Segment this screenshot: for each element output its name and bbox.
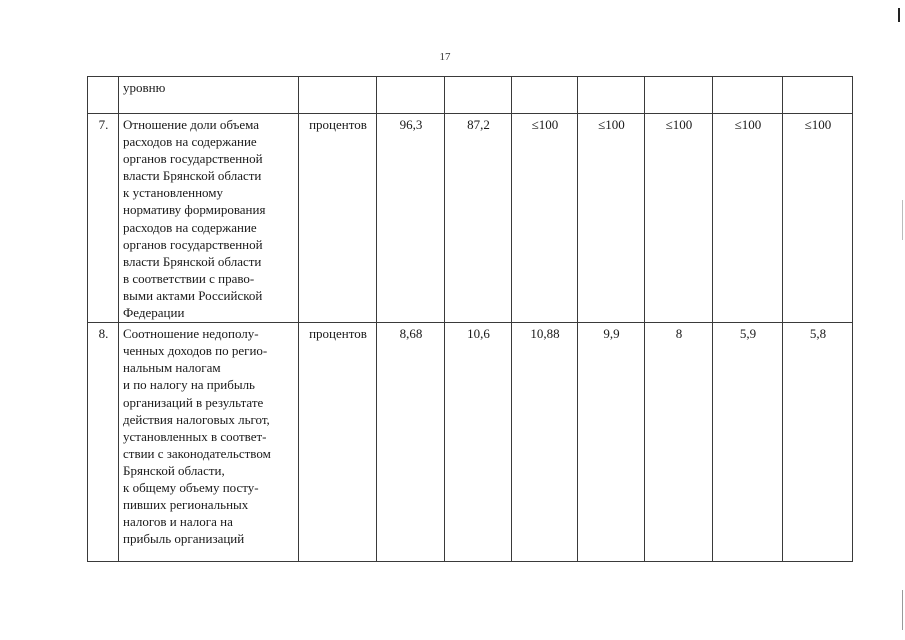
indicator-text-line: власти Брянской области [123,168,262,184]
indicator-text-line: нормативу формирования [123,202,266,218]
value-cell: 10,6 [445,323,512,562]
unit-cell [299,77,377,114]
indicator-text-line: налогов и налога на [123,514,233,530]
indicator-text-line: Отношение доли объема [123,117,260,132]
indicator-text-line: к установленному [123,185,224,201]
indicator-text-line: расходов на содержание [123,134,257,150]
value-cell: 8 [645,323,713,562]
row-number-cell: 8. [88,323,119,562]
indicator-text-line: выми актами Российской [123,287,263,303]
unit-cell: процентов [299,323,377,562]
value-cell: ≤100 [645,114,713,323]
indicator-text-line: прибыль организаций [123,531,245,547]
indicator-text-line: действия налоговых льгот, [123,411,270,427]
value-cell: 8,68 [377,323,445,562]
indicator-name-cell [119,323,299,562]
indicator-name-cell [119,114,299,323]
indicator-text-line: и по налогу на прибыль [123,377,255,393]
indicator-text-line: органов государственной [123,236,263,252]
table-row [88,77,853,114]
value-cell [645,77,713,114]
table-body [88,77,853,562]
scan-mark [898,8,900,22]
indicators-table [87,76,853,562]
row-number-cell [88,77,119,114]
value-cell: 96,3 [377,114,445,323]
value-cell: ≤100 [713,114,783,323]
indicator-text-line: пивших региональных [123,497,249,513]
value-cell: ≤100 [783,114,853,323]
indicator-name-cell [119,77,299,114]
value-cell: 87,2 [445,114,512,323]
unit-cell: процентов [299,114,377,323]
indicator-text-line: Брянской области, [123,462,225,478]
indicator-text-line: ствии с законодательством [123,445,271,461]
value-cell [445,77,512,114]
value-cell: ≤100 [512,114,578,323]
scan-mark [902,200,903,240]
indicator-text-line: в соответствии с право- [123,270,255,286]
value-cell [512,77,578,114]
indicator-text-line: уровню [123,80,166,95]
indicator-text-line: расходов на содержание [123,219,257,235]
value-cell [713,77,783,114]
value-cell: ≤100 [578,114,645,323]
value-cell [783,77,853,114]
scan-mark [902,590,903,630]
indicator-text-line: организаций в результате [123,394,264,410]
value-cell [578,77,645,114]
indicator-text-line: к общему объему посту- [123,479,259,495]
value-cell: 5,8 [783,323,853,562]
indicator-text-line: установленных в соответ- [123,428,267,444]
indicator-text-line: органов государственной [123,151,263,167]
indicator-text-line: ченных доходов по регио- [123,343,268,359]
indicator-text-line: нальным налогам [123,360,221,376]
value-cell [377,77,445,114]
indicator-text-line: власти Брянской области [123,253,262,269]
value-cell: 10,88 [512,323,578,562]
table-row [88,323,853,562]
row-number-cell: 7. [88,114,119,323]
value-cell: 5,9 [713,323,783,562]
table-row [88,114,853,323]
indicator-text-line: Соотношение недополу- [123,326,259,342]
indicator-text-line: Федерации [123,305,185,321]
value-cell: 9,9 [578,323,645,562]
page-number: 17 [439,51,451,63]
